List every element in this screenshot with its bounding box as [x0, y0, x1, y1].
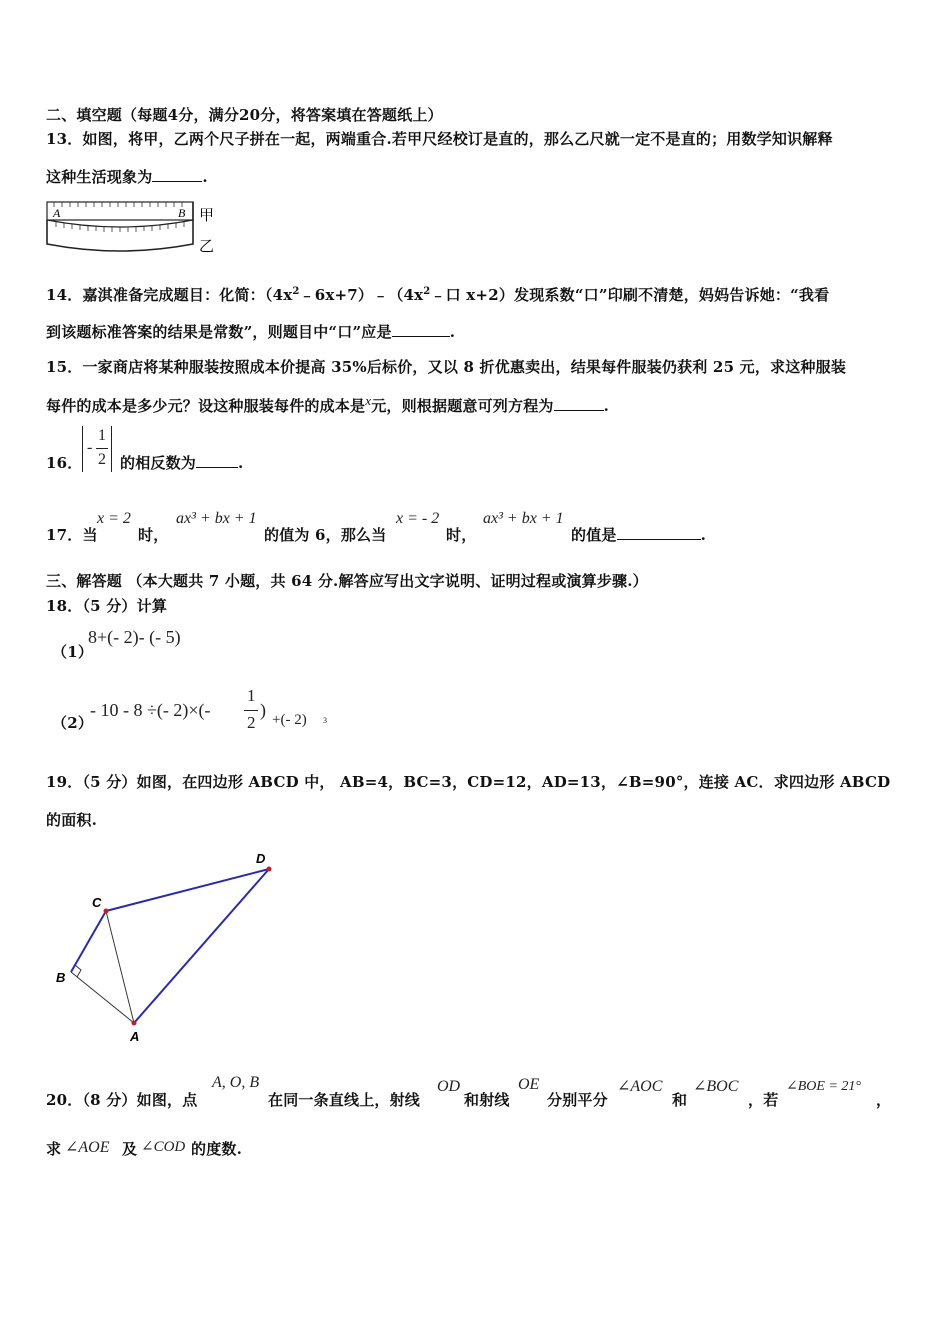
ruler-label-b: B	[178, 206, 186, 220]
q18-part2-denominator: 2	[247, 713, 256, 732]
q13-line1: 13．如图，将甲，乙两个尺子拼在一起，两端重合.若甲尺经校订是直的，那么乙尺就一定不是直的；用数学知识解释	[46, 130, 833, 148]
q20-text-4: 分别平分	[547, 1091, 608, 1109]
q16-minus: -	[87, 439, 93, 456]
q16-fraction-bar	[96, 448, 108, 449]
q18-part2-exponent: 3	[323, 716, 327, 725]
ruler-yi-edge	[47, 220, 193, 227]
point-a	[132, 1021, 137, 1026]
q15-line2	[46, 393, 609, 416]
q16-numerator: 1	[98, 427, 106, 444]
point-c	[104, 909, 109, 914]
q16-denominator: 2	[98, 451, 106, 468]
q16-text	[120, 452, 243, 473]
q17-text-2: 的值为 6，那么当	[264, 526, 387, 544]
segment-ac	[106, 911, 134, 1023]
q20-points: A, O, B	[212, 1074, 260, 1091]
q17-text-4	[571, 524, 706, 545]
q18-part1-expression: 8+(- 2)- (- 5)	[88, 627, 181, 647]
q18-part1-label: （1）	[52, 643, 94, 661]
q17-answer-blank	[617, 527, 701, 540]
q17-text-4-main: 的值是	[571, 526, 617, 544]
q20-text-6: ，若	[748, 1091, 779, 1109]
q17-number: 17．当	[46, 526, 98, 544]
q17-text-1: 时，	[138, 526, 169, 544]
q15-answer-blank	[554, 398, 604, 411]
q18-title: 18．（5 分）计算	[46, 597, 168, 615]
q14-answer-blank	[392, 324, 450, 337]
q19-quadrilateral-figure	[50, 848, 290, 1048]
q16-number: 16．	[46, 454, 83, 472]
q13-end: .	[202, 168, 208, 186]
q20-angle-aoe: ∠AOE	[65, 1139, 110, 1156]
point-d	[267, 867, 272, 872]
segment-bc	[71, 911, 106, 972]
q14-part3: ﹣口 x+2）发现系数“口”印刷不清楚，妈妈告诉她：“我看	[430, 286, 830, 304]
label-d: D	[256, 851, 266, 866]
q20-angle-boc: ∠BOC	[693, 1078, 739, 1095]
q20-ray-od: OD	[437, 1078, 461, 1095]
q20-text-1: 20．（8 分）如图，点	[46, 1091, 198, 1109]
q16-abs-expression	[82, 426, 114, 472]
q15-end: .	[603, 397, 610, 415]
q18-part2-label: （2）	[52, 714, 94, 732]
segment-ab	[71, 972, 134, 1023]
q17-expression-2: ax³ + bx + 1	[483, 510, 564, 527]
q14-part2: ﹣6x+7）﹣（4x	[299, 286, 424, 304]
right-angle-mark-b	[75, 965, 81, 977]
section-heading-solutions: 三、解答题 （本大题共 7 小题，共 64 分.解答应写出文字说明、证明过程或演算步骤.）	[46, 572, 648, 590]
label-b: B	[56, 970, 66, 985]
q14-sup2: 2	[423, 286, 431, 297]
q18-part2-plus: +(- 2)	[272, 712, 307, 728]
section-heading-fill-in: 二、填空题（每题4分，满分20分，将答案填在答题纸上）	[46, 106, 443, 124]
q14-end: .	[449, 323, 456, 341]
q13-rulers-figure	[44, 196, 224, 256]
q16-abs-bar-right	[111, 426, 112, 472]
q20-angle-aoc: ∠AOC	[617, 1078, 663, 1095]
q13-line2-text: 这种生活现象为	[46, 168, 153, 186]
ruler-label-yi: 乙	[199, 237, 215, 255]
q14-line2	[46, 321, 455, 342]
q15-line2-a: 每件的成本是多少元？设这种服装每件的成本是	[46, 397, 366, 415]
q20-text-3: 和射线	[464, 1091, 510, 1109]
q19-line1: 19．（5 分）如图，在四边形 ABCD 中， AB=4，BC=3，CD=12，AD=13，∠B=90°，连接 AC．求四边形 ABCD	[46, 773, 891, 791]
q20-line2-b: 及	[122, 1140, 138, 1158]
q16-abs-bar-left	[82, 426, 83, 472]
q17-expression-1: ax³ + bx + 1	[176, 510, 257, 527]
q14-line1	[46, 284, 829, 305]
q20-angle-cod: ∠COD	[141, 1139, 186, 1155]
q20-ray-oe: OE	[518, 1076, 540, 1093]
q15-line1: 15．一家商店将某种服装按照成本价提高 35%后标价，又以 8 折优惠卖出，结果每件服装仍获利 25 元，求这种服装	[46, 358, 847, 376]
q16-answer-blank	[196, 455, 238, 468]
q20-text-7: ，	[876, 1091, 892, 1109]
q17-condition-2: x = - 2	[396, 510, 440, 527]
q18-part2-numerator: 1	[247, 686, 256, 705]
ruler-jia	[47, 202, 193, 220]
segment-cd	[106, 869, 269, 911]
q16-end: .	[238, 454, 244, 472]
label-c: C	[92, 895, 102, 910]
q20-line2-c: 的度数.	[191, 1140, 243, 1158]
q13-answer-blank	[152, 169, 202, 182]
ruler-label-jia: 甲	[199, 206, 215, 224]
segment-da	[134, 869, 269, 1023]
q15-variable-x: x	[365, 393, 372, 408]
q17-text-3: 时，	[446, 526, 477, 544]
q20-line2-a: 求	[46, 1140, 62, 1158]
q13-line2	[46, 166, 208, 187]
q20-text-5: 和	[672, 1091, 688, 1109]
q15-line2-b: 元，则根据题意可列方程为	[371, 397, 554, 415]
q17-condition-1: x = 2	[97, 510, 131, 527]
q20-text-2: 在同一条直线上，射线	[268, 1091, 421, 1109]
q14-line2-text: 到该题标准答案的结果是常数”，则题目中“口”应是	[46, 323, 392, 341]
q14-sup1: 2	[292, 286, 300, 297]
q18-part2-fraction-bar	[244, 710, 258, 711]
q19-line2: 的面积.	[46, 811, 98, 829]
label-a: A	[130, 1029, 140, 1044]
q14-part1: 14．嘉淇准备完成题目：化简：（4x	[46, 286, 293, 304]
q20-angle-boe: ∠BOE = 21°	[786, 1079, 861, 1094]
ruler-label-a: A	[53, 206, 61, 220]
q17-end: .	[700, 526, 707, 544]
q18-part2-expression: - 10 - 8 ÷(- 2)×(-	[90, 700, 211, 720]
q18-part2-close: )	[260, 700, 266, 720]
q16-text-main: 的相反数为	[120, 454, 197, 472]
